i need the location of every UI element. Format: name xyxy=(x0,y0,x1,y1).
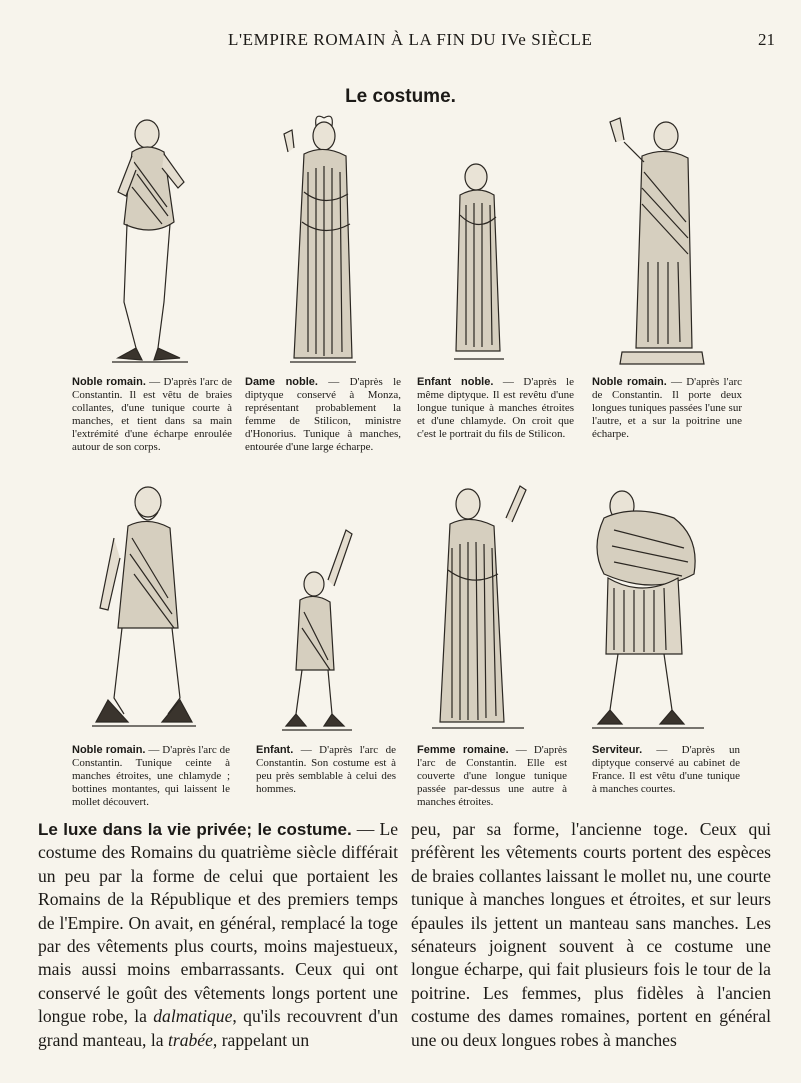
caption-noble-romain-1 xyxy=(72,376,232,454)
term-dalmatique: dalmatique xyxy=(153,1006,233,1027)
body-text: , qu'ils recouvrent d'un grand manteau, la xyxy=(38,1006,398,1050)
subhead: Le luxe dans la vie privée; le costume. xyxy=(38,820,352,839)
caption-femme-romaine xyxy=(417,744,567,809)
caption-title: Noble romain. xyxy=(592,376,667,388)
body-left-column xyxy=(38,818,398,1052)
caption-title: Noble romain. xyxy=(72,376,146,388)
caption-title: Noble romain. xyxy=(72,744,146,756)
body-text: — Le costume des Romains du quatrième siècle différait un peu par la forme de celui que portaient les Romains de la République et des premiers temps de l'Empire. On avait, en général, remplacé la toge par des vêtements plus courts, moins majestueux, mais aussi moins embarrassants. Ceux qui ont conservé le goût des vêtements longs portent une longue robe, la xyxy=(38,819,399,1027)
engraving-noble-romain-1 xyxy=(92,112,202,370)
caption-noble-romain-3 xyxy=(72,744,230,809)
caption-title: Dame noble. xyxy=(245,376,318,388)
caption-title: Enfant noble. xyxy=(417,376,494,388)
caption-text: — D'après l'arc de Constantin. Il est vêtu de braies collantes, d'une tunique courte à manches, et tient dans sa main l'extrémité d'une écharpe enroulée autour de son corps. xyxy=(72,376,233,453)
body-text: peu, par sa forme, l'ancienne toge. Ceux qui préfèrent les vêtements courts portent des espèces de braies collantes laissant le mollet nu, une courte tunique à manches longues et étroites, et sur leurs épaules ils jettent un manteau sans manches. Les sénateurs joignent souvent à ce costume une longue écharpe, qui fait plusieurs fois le tour de la poitrine. Les femmes, plus fidèles à l'ancien costume des dames romaines, portent en général une ou deux longues robes à manches xyxy=(411,819,771,1050)
engraving-dame-noble xyxy=(268,112,364,368)
engraving-enfant-noble xyxy=(438,155,518,367)
section-title: Le costume. xyxy=(345,86,456,107)
body-text: , rappelant un xyxy=(212,1029,310,1050)
caption-title: Femme romaine. xyxy=(417,744,509,756)
caption-title: Enfant. xyxy=(256,744,294,756)
caption-enfant-noble xyxy=(417,376,574,441)
caption-text: — D'après le même diptyque. Il est revêtu d'une longue tunique à manches étroites et d'une chlamyde. On croit que c'est le portrait du fils de Stilicon. xyxy=(417,376,574,440)
engraving-noble-romain-3 xyxy=(88,478,200,736)
caption-title: Serviteur. xyxy=(592,744,643,756)
engraving-noble-romain-2 xyxy=(592,112,716,370)
caption-text: — D'après l'arc de Constantin. Son costume est à peu près semblable à celui des hommes. xyxy=(256,744,396,795)
page-number: 21 xyxy=(758,30,775,49)
running-head xyxy=(0,30,801,54)
engraving-femme-romaine xyxy=(424,478,532,736)
engraving-enfant xyxy=(272,520,358,736)
caption-serviteur xyxy=(592,744,740,796)
term-trabee: trabée xyxy=(167,1029,213,1050)
caption-text: — D'après l'arc de Constantin. Il porte deux longues tuniques passées l'une sur l'autre, et a sur la poitrine une écharpe. xyxy=(592,376,742,440)
caption-text: — D'après le diptyque conservé à Monza, représentant probablement la femme de Stilicon, ministre d'Honorius. Tunique à manches, entourée d'une large écharpe. xyxy=(245,376,402,453)
caption-enfant xyxy=(256,744,396,796)
caption-text: — D'après l'arc de Constantin. Elle est couverte d'une longue tunique passée par-dessus une autre à manches étroites. xyxy=(417,744,567,808)
body-right-column xyxy=(411,818,771,1052)
caption-dame-noble xyxy=(245,376,401,454)
running-head-title: L'EMPIRE ROMAIN À LA FIN DU IVe SIÈCLE xyxy=(228,30,593,49)
caption-text: — D'après l'arc de Constantin. Tunique ceinte à manches étroites, une chlamyde ; bottines montantes, qui laissent le mollet découvert. xyxy=(72,744,231,808)
caption-text: — D'après un diptyque conservé au cabinet de France. Il est vêtu d'une tunique à manches courtes. xyxy=(592,744,740,795)
engraving-serviteur xyxy=(564,478,724,736)
caption-noble-romain-2 xyxy=(592,376,742,441)
